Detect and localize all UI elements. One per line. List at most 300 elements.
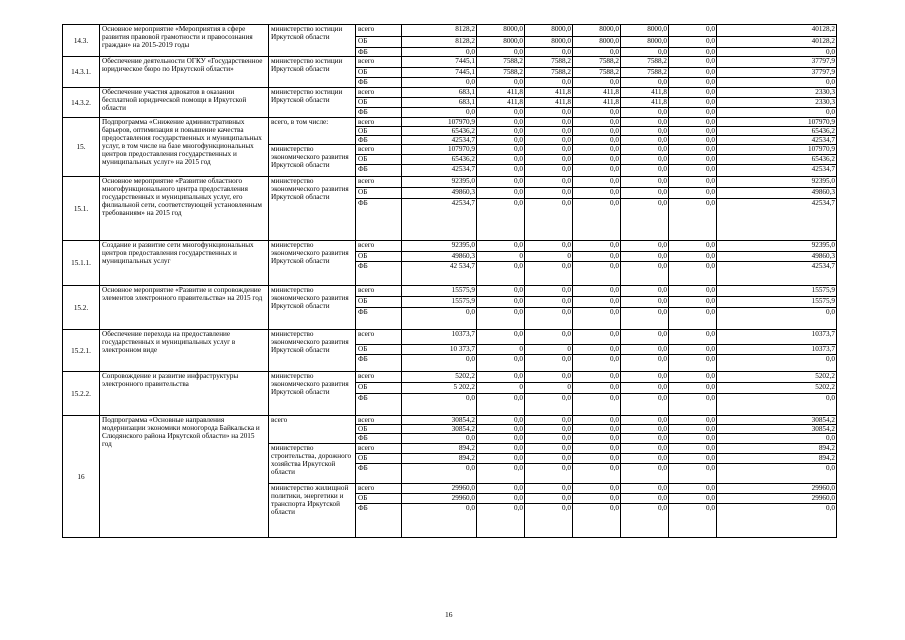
- amount-cell: 0,0: [573, 136, 621, 145]
- amount-cell: 0,0: [669, 444, 717, 454]
- amount-cell: 0,0: [402, 355, 477, 372]
- amount-cell: 0,0: [525, 416, 573, 425]
- amount-cell: 0,0: [573, 145, 621, 155]
- funding-source-cell: ФБ: [356, 464, 402, 484]
- amount-cell: 0,0: [477, 199, 525, 241]
- amount-cell: 411,8: [573, 88, 621, 98]
- amount-cell: 0,0: [525, 177, 573, 188]
- amount-cell: 7588,2: [573, 57, 621, 68]
- amount-cell: 15575,9: [402, 286, 477, 297]
- amount-cell: 0,0: [669, 297, 717, 308]
- executor-cell: министерство жилищной политики, энергетики и транспорта Иркутской области: [269, 484, 356, 538]
- amount-cell: 0,0: [621, 372, 669, 383]
- amount-cell: 0,0: [669, 494, 717, 504]
- amount-cell: 894,2: [402, 454, 477, 464]
- amount-cell: 0,0: [477, 286, 525, 297]
- item-number-cell: 15.2.1.: [63, 330, 100, 372]
- executor-cell: министерство экономического развития Иркутской области: [269, 286, 356, 330]
- amount-cell: 411,8: [525, 88, 573, 98]
- amount-cell: 10 373,7: [402, 345, 477, 355]
- amount-cell: 49860,3: [402, 188, 477, 199]
- item-description-cell: Основное мероприятие «Развитие областного многофункционального центра предоставления государственных и муниципальных услуг, его филиальной сети, соответствующей установленным требованиям» на 2015 год: [100, 177, 269, 241]
- item-number-cell: 14.3.1.: [63, 57, 100, 88]
- amount-cell: 42534,7: [717, 136, 837, 145]
- funding-source-cell: ФБ: [356, 308, 402, 330]
- item-description-cell: Подпрограмма «Основные направления модернизации экономики моногорода Байкальска и Слюдянского района Иркутской области» на 2015 год: [100, 416, 269, 538]
- table-row: [63, 330, 837, 345]
- amount-cell: 0,0: [525, 165, 573, 177]
- table-row: [63, 177, 837, 188]
- amount-cell: 0,0: [402, 394, 477, 416]
- amount-cell: 65436,2: [402, 127, 477, 136]
- funding-source-cell: ОБ: [356, 297, 402, 308]
- amount-cell: 0,0: [573, 165, 621, 177]
- amount-cell: 0,0: [573, 484, 621, 494]
- amount-cell: 683,1: [402, 98, 477, 108]
- amount-cell: 0,0: [621, 262, 669, 286]
- amount-cell: 42 534,7: [402, 262, 477, 286]
- amount-cell: 0,0: [477, 241, 525, 252]
- amount-cell: 8000,0: [621, 25, 669, 37]
- amount-cell: 0,0: [621, 494, 669, 504]
- amount-cell: 7588,2: [621, 57, 669, 68]
- amount-cell: 8128,2: [402, 37, 477, 48]
- item-description-cell: Основное мероприятие «Развитие и сопровождение элементов электронного правительства» на 2015 год: [100, 286, 269, 330]
- amount-cell: 0,0: [669, 177, 717, 188]
- amount-cell: 683,1: [402, 88, 477, 98]
- amount-cell: 0,0: [669, 25, 717, 37]
- table-row: [63, 57, 837, 68]
- executor-cell: всего: [269, 416, 356, 444]
- table-row: [63, 25, 837, 37]
- amount-cell: 15575,9: [717, 286, 837, 297]
- amount-cell: 0,0: [621, 136, 669, 145]
- amount-cell: 0,0: [477, 108, 525, 118]
- amount-cell: 8000,0: [525, 25, 573, 37]
- amount-cell: 0,0: [477, 145, 525, 155]
- funding-source-cell: всего: [356, 484, 402, 494]
- amount-cell: 0,0: [669, 165, 717, 177]
- item-description-cell: Основное мероприятие «Мероприятия в сфере развития правовой грамотности и правосознания граждан» на 2015-2019 годы: [100, 25, 269, 57]
- funding-source-cell: ОБ: [356, 383, 402, 394]
- amount-cell: 0,0: [669, 136, 717, 145]
- table-body: [63, 25, 837, 538]
- funding-source-cell: всего: [356, 177, 402, 188]
- amount-cell: 0,0: [477, 444, 525, 454]
- amount-cell: 29960,0: [717, 484, 837, 494]
- funding-source-cell: всего: [356, 286, 402, 297]
- amount-cell: 0,0: [477, 165, 525, 177]
- amount-cell: 411,8: [477, 88, 525, 98]
- amount-cell: 92395,0: [717, 177, 837, 188]
- amount-cell: 0,0: [573, 252, 621, 262]
- amount-cell: 0,0: [717, 434, 837, 444]
- amount-cell: 8000,0: [525, 37, 573, 48]
- amount-cell: 0,0: [525, 241, 573, 252]
- amount-cell: 49860,3: [402, 252, 477, 262]
- amount-cell: 0,0: [717, 308, 837, 330]
- amount-cell: 0,0: [477, 355, 525, 372]
- amount-cell: 411,8: [525, 98, 573, 108]
- amount-cell: 0,0: [669, 372, 717, 383]
- amount-cell: 0,0: [477, 177, 525, 188]
- funding-source-cell: ФБ: [356, 355, 402, 372]
- amount-cell: 2330,3: [717, 88, 837, 98]
- amount-cell: 0,0: [573, 444, 621, 454]
- amount-cell: 0: [477, 252, 525, 262]
- amount-cell: 411,8: [621, 98, 669, 108]
- amount-cell: 0,0: [669, 464, 717, 484]
- executor-cell: министерство юстиции Иркутской области: [269, 25, 356, 57]
- amount-cell: 0,0: [573, 48, 621, 57]
- amount-cell: 0,0: [621, 416, 669, 425]
- amount-cell: 0,0: [525, 464, 573, 484]
- amount-cell: 0,0: [573, 372, 621, 383]
- amount-cell: 0,0: [477, 118, 525, 127]
- item-description-cell: Сопровождение и развитие инфраструктуры электронного правительства: [100, 372, 269, 416]
- amount-cell: 411,8: [573, 98, 621, 108]
- amount-cell: 0,0: [525, 330, 573, 345]
- item-description-cell: Обеспечение деятельности ОГКУ «Государственное юридическое бюро по Иркутской области»: [100, 57, 269, 88]
- amount-cell: 0,0: [573, 383, 621, 394]
- amount-cell: 5 202,2: [402, 383, 477, 394]
- amount-cell: 894,2: [402, 444, 477, 454]
- amount-cell: 0,0: [477, 330, 525, 345]
- amount-cell: 0,0: [525, 504, 573, 538]
- funding-source-cell: ФБ: [356, 78, 402, 88]
- executor-cell: всего, в том числе:: [269, 118, 356, 145]
- funding-source-cell: всего: [356, 444, 402, 454]
- amount-cell: 0,0: [477, 155, 525, 165]
- amount-cell: 0,0: [669, 355, 717, 372]
- item-number-cell: 14.3.: [63, 25, 100, 57]
- amount-cell: 10373,7: [717, 330, 837, 345]
- funding-source-cell: ОБ: [356, 155, 402, 165]
- amount-cell: 0,0: [477, 494, 525, 504]
- amount-cell: 0,0: [573, 78, 621, 88]
- amount-cell: 107970,9: [717, 118, 837, 127]
- amount-cell: 0,0: [477, 297, 525, 308]
- amount-cell: 8000,0: [477, 37, 525, 48]
- table-row: [63, 241, 837, 252]
- amount-cell: 0,0: [525, 188, 573, 199]
- amount-cell: 0,0: [621, 127, 669, 136]
- amount-cell: 29960,0: [402, 484, 477, 494]
- amount-cell: 2330,3: [717, 98, 837, 108]
- amount-cell: 8000,0: [573, 25, 621, 37]
- amount-cell: 0,0: [669, 155, 717, 165]
- item-description-cell: Обеспечение перехода на предоставление государственных и муниципальных услуг в электронном виде: [100, 330, 269, 372]
- amount-cell: 0,0: [525, 308, 573, 330]
- amount-cell: 0: [477, 345, 525, 355]
- amount-cell: 0,0: [621, 297, 669, 308]
- amount-cell: 0,0: [525, 145, 573, 155]
- amount-cell: 0,0: [525, 484, 573, 494]
- funding-source-cell: ОБ: [356, 127, 402, 136]
- amount-cell: 0,0: [573, 330, 621, 345]
- amount-cell: 0,0: [669, 484, 717, 494]
- amount-cell: 0,0: [621, 155, 669, 165]
- amount-cell: 0,0: [525, 355, 573, 372]
- amount-cell: 7588,2: [525, 68, 573, 78]
- amount-cell: 0,0: [573, 308, 621, 330]
- amount-cell: 0,0: [477, 416, 525, 425]
- amount-cell: 30854,2: [717, 416, 837, 425]
- amount-cell: 0,0: [525, 136, 573, 145]
- amount-cell: 0,0: [621, 355, 669, 372]
- amount-cell: 0,0: [669, 98, 717, 108]
- table-row: [63, 416, 837, 425]
- amount-cell: 0,0: [525, 454, 573, 464]
- funding-source-cell: всего: [356, 25, 402, 37]
- amount-cell: 0,0: [573, 188, 621, 199]
- amount-cell: 8000,0: [477, 25, 525, 37]
- executor-cell: министерство экономического развития Иркутской области: [269, 372, 356, 416]
- amount-cell: 0,0: [669, 394, 717, 416]
- item-description-cell: Создание и развитие сети многофункциональных центров предоставления государственных и муниципальных услуг: [100, 241, 269, 286]
- amount-cell: 7588,2: [525, 57, 573, 68]
- amount-cell: 0,0: [621, 252, 669, 262]
- amount-cell: 0,0: [621, 345, 669, 355]
- amount-cell: 0,0: [717, 355, 837, 372]
- amount-cell: 411,8: [477, 98, 525, 108]
- amount-cell: 0,0: [573, 454, 621, 464]
- amount-cell: 0,0: [477, 308, 525, 330]
- funding-source-cell: ОБ: [356, 68, 402, 78]
- amount-cell: 0,0: [621, 165, 669, 177]
- amount-cell: 0,0: [669, 286, 717, 297]
- amount-cell: 894,2: [717, 454, 837, 464]
- amount-cell: 0,0: [477, 425, 525, 434]
- funding-source-cell: ОБ: [356, 252, 402, 262]
- funding-source-cell: ФБ: [356, 136, 402, 145]
- amount-cell: 0,0: [477, 434, 525, 444]
- amount-cell: 0,0: [621, 78, 669, 88]
- funding-source-cell: ОБ: [356, 454, 402, 464]
- amount-cell: 0,0: [525, 199, 573, 241]
- amount-cell: 0,0: [669, 127, 717, 136]
- executor-cell: министерство экономического развития Иркутской области: [269, 241, 356, 286]
- amount-cell: 0,0: [525, 127, 573, 136]
- amount-cell: 29960,0: [402, 494, 477, 504]
- amount-cell: 0,0: [717, 464, 837, 484]
- amount-cell: 0,0: [669, 68, 717, 78]
- amount-cell: 0,0: [669, 425, 717, 434]
- amount-cell: 0,0: [525, 78, 573, 88]
- amount-cell: 0,0: [669, 48, 717, 57]
- amount-cell: 0,0: [621, 48, 669, 57]
- amount-cell: 37797,9: [717, 57, 837, 68]
- funding-source-cell: всего: [356, 57, 402, 68]
- amount-cell: 411,8: [621, 88, 669, 98]
- funding-source-cell: всего: [356, 372, 402, 383]
- item-number-cell: 15.: [63, 118, 100, 177]
- amount-cell: 0,0: [477, 262, 525, 286]
- funding-source-cell: ФБ: [356, 434, 402, 444]
- executor-cell: министерство строительства, дорожного хозяйства Иркутской области: [269, 444, 356, 484]
- amount-cell: 0,0: [621, 330, 669, 345]
- budget-table: [62, 24, 837, 538]
- amount-cell: 0,0: [477, 127, 525, 136]
- table-row: [63, 286, 837, 297]
- amount-cell: 0,0: [717, 504, 837, 538]
- amount-cell: 0,0: [621, 434, 669, 444]
- amount-cell: 0,0: [669, 504, 717, 538]
- amount-cell: 0,0: [621, 394, 669, 416]
- funding-source-cell: ФБ: [356, 165, 402, 177]
- amount-cell: 0,0: [402, 48, 477, 57]
- amount-cell: 10373,7: [717, 345, 837, 355]
- amount-cell: 7588,2: [621, 68, 669, 78]
- funding-source-cell: ОБ: [356, 345, 402, 355]
- amount-cell: 0,0: [573, 262, 621, 286]
- amount-cell: 37797,9: [717, 68, 837, 78]
- amount-cell: 0,0: [669, 434, 717, 444]
- amount-cell: 0,0: [402, 108, 477, 118]
- amount-cell: 0,0: [669, 108, 717, 118]
- amount-cell: 0,0: [402, 434, 477, 444]
- amount-cell: 0,0: [573, 416, 621, 425]
- item-number-cell: 15.2.2.: [63, 372, 100, 416]
- amount-cell: 0,0: [573, 297, 621, 308]
- amount-cell: 0,0: [477, 372, 525, 383]
- amount-cell: 0,0: [621, 425, 669, 434]
- executor-cell: министерство экономического развития Иркутской области: [269, 330, 356, 372]
- amount-cell: 65436,2: [402, 155, 477, 165]
- amount-cell: 49860,3: [717, 252, 837, 262]
- amount-cell: 0,0: [525, 434, 573, 444]
- funding-source-cell: ОБ: [356, 425, 402, 434]
- page-number: 16: [445, 610, 453, 619]
- amount-cell: 0: [525, 252, 573, 262]
- amount-cell: 0,0: [525, 372, 573, 383]
- amount-cell: 5202,2: [717, 372, 837, 383]
- amount-cell: 30854,2: [402, 425, 477, 434]
- item-description-cell: Подпрограмма «Снижение административных барьеров, оптимизация и повышение качества предоставления государственных и муниципальных услуг, в том числе на базе многофункциональных центров предоставления государственных и муниципальных услуг» на 2015 год: [100, 118, 269, 177]
- funding-source-cell: всего: [356, 330, 402, 345]
- amount-cell: 49860,3: [717, 188, 837, 199]
- table-row: [63, 88, 837, 98]
- item-number-cell: 14.3.2.: [63, 88, 100, 118]
- amount-cell: 7588,2: [573, 68, 621, 78]
- amount-cell: 0,0: [669, 345, 717, 355]
- amount-cell: 0,0: [621, 464, 669, 484]
- amount-cell: 0,0: [573, 434, 621, 444]
- amount-cell: 0,0: [669, 145, 717, 155]
- executor-cell: министерство юстиции Иркутской области: [269, 88, 356, 118]
- funding-source-cell: ФБ: [356, 199, 402, 241]
- funding-source-cell: всего: [356, 145, 402, 155]
- amount-cell: 0: [525, 383, 573, 394]
- amount-cell: 0: [477, 383, 525, 394]
- executor-cell: министерство юстиции Иркутской области: [269, 57, 356, 88]
- funding-source-cell: ОБ: [356, 494, 402, 504]
- amount-cell: 894,2: [717, 444, 837, 454]
- amount-cell: 0,0: [525, 262, 573, 286]
- amount-cell: 0,0: [573, 286, 621, 297]
- amount-cell: 0,0: [669, 416, 717, 425]
- amount-cell: 0,0: [621, 484, 669, 494]
- amount-cell: 0,0: [525, 118, 573, 127]
- amount-cell: 65436,2: [717, 127, 837, 136]
- amount-cell: 0,0: [525, 286, 573, 297]
- funding-source-cell: ФБ: [356, 394, 402, 416]
- amount-cell: 0,0: [573, 464, 621, 484]
- table-row: [63, 372, 837, 383]
- amount-cell: 0,0: [477, 188, 525, 199]
- amount-cell: 0,0: [621, 108, 669, 118]
- amount-cell: 0,0: [573, 494, 621, 504]
- amount-cell: 0,0: [573, 155, 621, 165]
- amount-cell: 7445,1: [402, 57, 477, 68]
- amount-cell: 107970,9: [402, 118, 477, 127]
- executor-cell: министерство экономического развития Иркутской области: [269, 177, 356, 241]
- funding-source-cell: всего: [356, 416, 402, 425]
- amount-cell: 0,0: [621, 286, 669, 297]
- amount-cell: 40128,2: [717, 37, 837, 48]
- amount-cell: 92395,0: [717, 241, 837, 252]
- amount-cell: 0,0: [402, 78, 477, 88]
- item-number-cell: 15.1.1.: [63, 241, 100, 286]
- funding-source-cell: всего: [356, 88, 402, 98]
- amount-cell: 0,0: [669, 37, 717, 48]
- amount-cell: 0,0: [525, 155, 573, 165]
- amount-cell: 0,0: [573, 345, 621, 355]
- amount-cell: 0,0: [477, 504, 525, 538]
- amount-cell: 0,0: [621, 444, 669, 454]
- amount-cell: 0,0: [573, 394, 621, 416]
- funding-source-cell: всего: [356, 241, 402, 252]
- amount-cell: 42534,7: [402, 199, 477, 241]
- funding-source-cell: ОБ: [356, 188, 402, 199]
- amount-cell: 5202,2: [717, 383, 837, 394]
- amount-cell: 0,0: [621, 383, 669, 394]
- amount-cell: 42534,7: [402, 165, 477, 177]
- amount-cell: 0,0: [573, 355, 621, 372]
- amount-cell: 0,0: [525, 494, 573, 504]
- executor-cell: министерство экономического развития Иркутской области: [269, 145, 356, 177]
- amount-cell: 40128,2: [717, 25, 837, 37]
- amount-cell: 107970,9: [717, 145, 837, 155]
- item-number-cell: 15.2.: [63, 286, 100, 330]
- amount-cell: 30854,2: [402, 416, 477, 425]
- amount-cell: 0,0: [477, 48, 525, 57]
- amount-cell: 0,0: [402, 308, 477, 330]
- amount-cell: 8000,0: [621, 37, 669, 48]
- amount-cell: 0,0: [402, 504, 477, 538]
- amount-cell: 0,0: [669, 199, 717, 241]
- amount-cell: 0,0: [621, 118, 669, 127]
- amount-cell: 0,0: [669, 88, 717, 98]
- amount-cell: 29960,0: [717, 494, 837, 504]
- amount-cell: 42534,7: [402, 136, 477, 145]
- amount-cell: 42534,7: [717, 262, 837, 286]
- amount-cell: 0,0: [573, 127, 621, 136]
- funding-source-cell: всего: [356, 118, 402, 127]
- amount-cell: 0,0: [669, 78, 717, 88]
- amount-cell: 0,0: [669, 252, 717, 262]
- amount-cell: 0,0: [621, 308, 669, 330]
- amount-cell: 0: [525, 345, 573, 355]
- amount-cell: 7445,1: [402, 68, 477, 78]
- amount-cell: 0,0: [573, 504, 621, 538]
- amount-cell: 65436,2: [717, 155, 837, 165]
- amount-cell: 7588,2: [477, 57, 525, 68]
- amount-cell: 0,0: [669, 383, 717, 394]
- amount-cell: 42534,7: [717, 199, 837, 241]
- item-number-cell: 15.1.: [63, 177, 100, 241]
- amount-cell: 0,0: [525, 108, 573, 118]
